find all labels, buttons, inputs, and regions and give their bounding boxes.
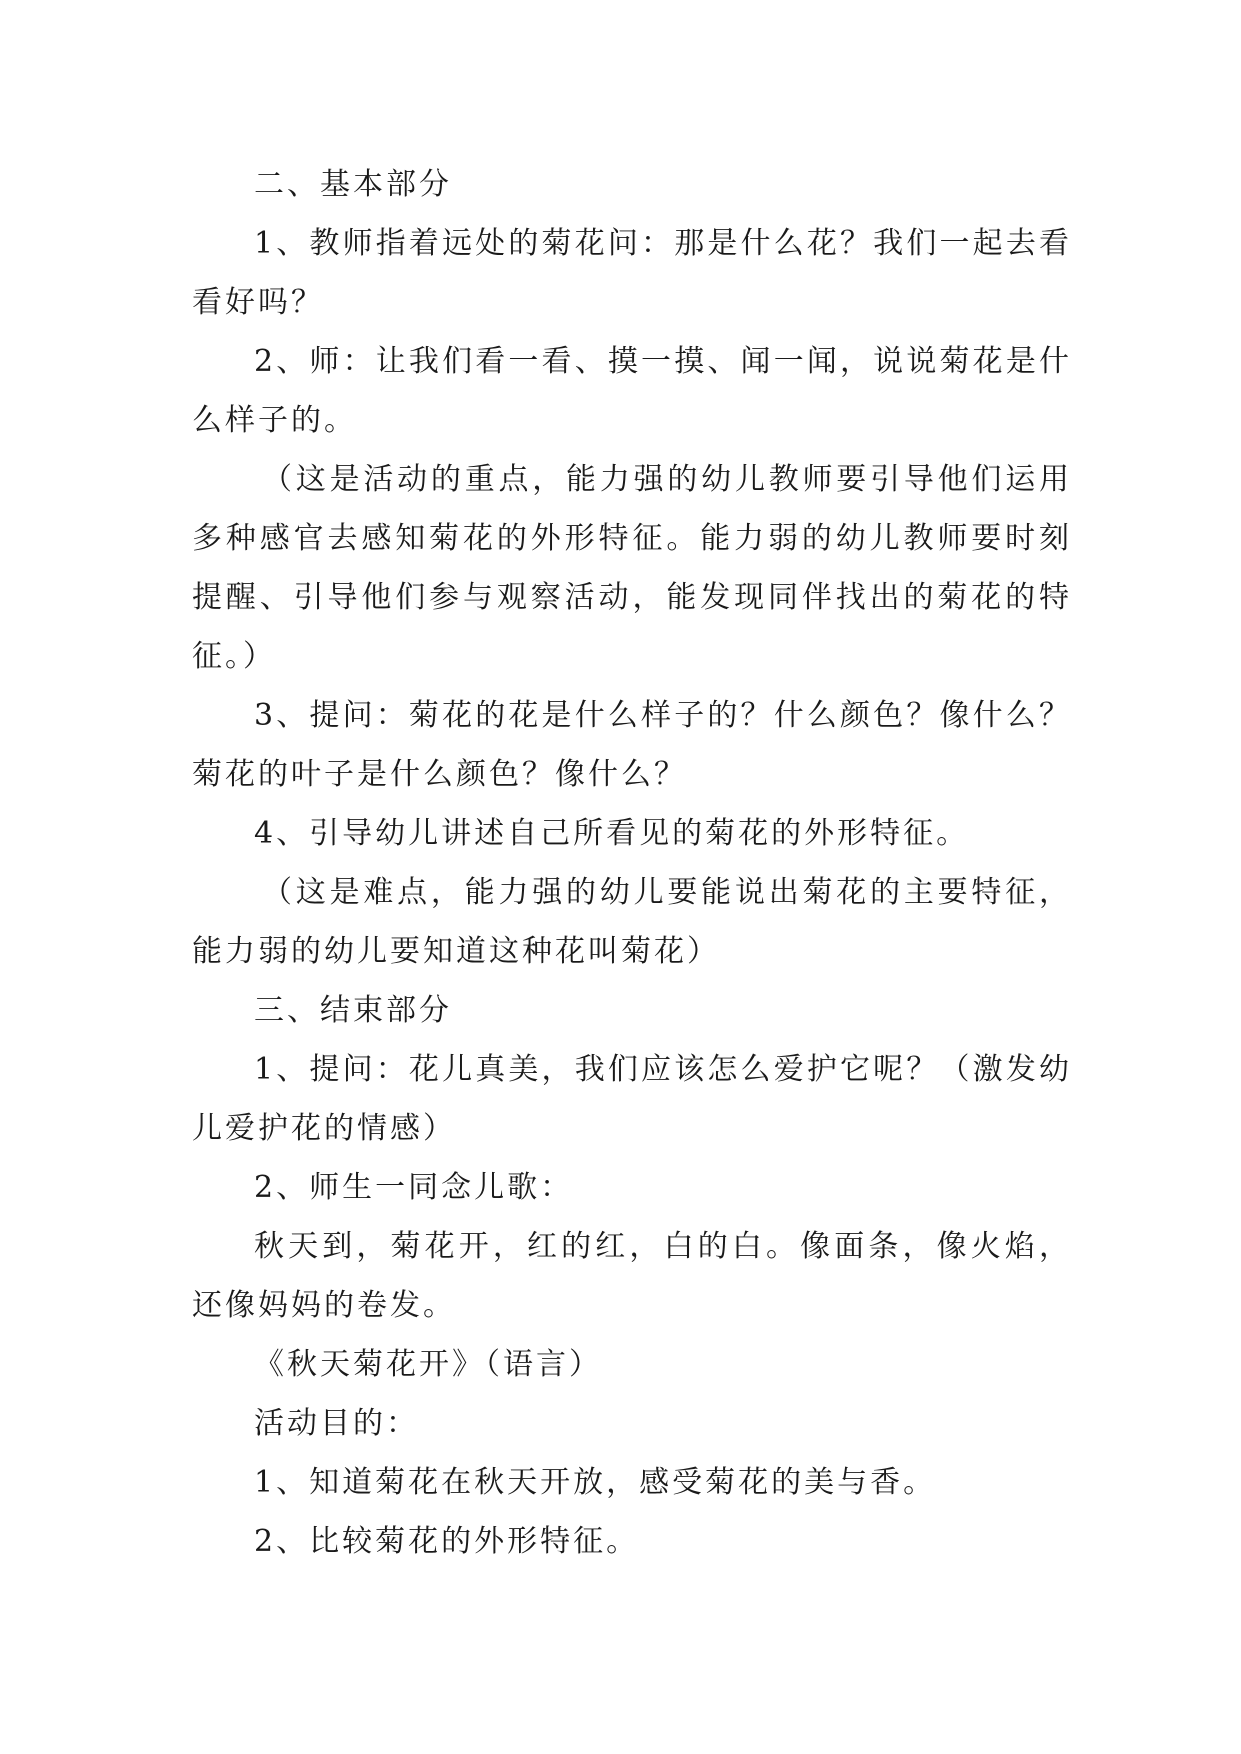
- paragraph-ending-2: 2、师生一同念儿歌：: [254, 1170, 574, 1205]
- section-heading-basic: 二、基本部分: [254, 167, 452, 202]
- paragraph-step-2: 2、师：让我们看一看、摸一摸、闻一闻，说说菊花是什么样子的。: [192, 344, 1072, 438]
- paragraph-rhyme: 秋天到，菊花开，红的红，白的白。像面条，像火焰，还像妈妈的卷发。: [192, 1229, 1072, 1323]
- lesson-title: 《秋天菊花开》（语言）: [254, 1347, 602, 1382]
- paragraph-objectives-heading: 活动目的：: [254, 1406, 419, 1441]
- paragraph-step-1: 1、教师指着远处的菊花问：那是什么花？我们一起去看看好吗？: [192, 226, 1072, 320]
- section-heading-ending: 三、结束部分: [254, 993, 452, 1028]
- paragraph-step-4: 4、引导幼儿讲述自己所看见的菊花的外形特征。: [254, 816, 970, 851]
- paragraph-objective-2: 2、比较菊花的外形特征。: [254, 1524, 640, 1559]
- paragraph-ending-1: 1、提问：花儿真美，我们应该怎么爱护它呢？（激发幼儿爱护花的情感）: [192, 1052, 1072, 1146]
- paragraph-note-key-point: （这是活动的重点，能力强的幼儿教师要引导他们运用多种感官去感知菊花的外形特征。能力弱的幼儿教师要时刻提醒、引导他们参与观察活动，能发现同伴找出的菊花的特征。）: [192, 462, 1072, 674]
- document-body: [192, 155, 1072, 1571]
- paragraph-step-3: 3、提问：菊花的花是什么样子的？什么颜色？像什么？菊花的叶子是什么颜色？像什么？: [192, 698, 1072, 792]
- paragraph-objective-1: 1、知道菊花在秋天开放，感受菊花的美与香。: [254, 1465, 937, 1500]
- paragraph-note-difficulty: （这是难点，能力强的幼儿要能说出菊花的主要特征，能力弱的幼儿要知道这种花叫菊花）: [192, 875, 1072, 969]
